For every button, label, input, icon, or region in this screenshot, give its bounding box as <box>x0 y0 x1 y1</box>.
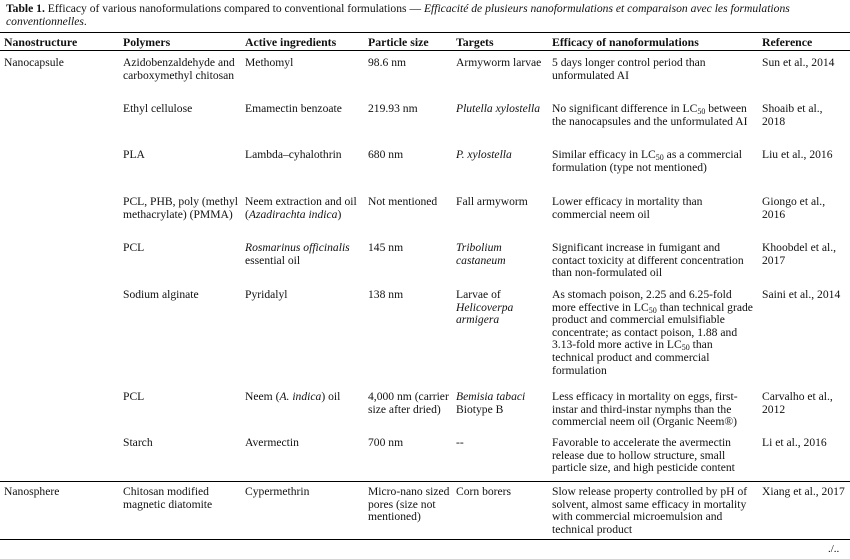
text-segment: Emamectin benzoate <box>245 102 342 115</box>
table-top-rule <box>0 32 850 33</box>
cell-active <box>245 437 363 450</box>
text-segment: Slow release property controlled by pH of solvent, almost same efficacy in mortality with commercial microemulsion and technical product <box>552 485 748 536</box>
cell-targets <box>456 103 544 116</box>
cell-efficacy <box>552 57 756 82</box>
cell-reference: Carvalho et al., 2012 <box>762 390 833 416</box>
cell-size: 138 nm <box>368 288 404 301</box>
column-header-reference: Reference <box>762 35 813 49</box>
text-segment: 50 <box>655 153 664 162</box>
text-segment: ) oil <box>321 390 341 403</box>
column-header-size: Particle size <box>368 35 429 49</box>
text-segment: than technical grade product and commercial emulsifiable concentrate; as contact poison, 1.88 and 3.13-fold more active in LC <box>552 300 753 352</box>
cell-size: 700 nm <box>368 436 404 449</box>
column-header-active: Active ingredients <box>245 35 337 49</box>
text-segment: Fall armyworm <box>456 195 528 208</box>
text-segment: -- <box>456 436 464 449</box>
cell-reference: Xiang et al., 2017 <box>762 485 845 498</box>
text-segment: Armyworm larvae <box>456 56 542 69</box>
cell-polymers: Ethyl cellulose <box>123 102 193 115</box>
text-segment: Biotype B <box>456 402 504 416</box>
table-bottom-rule <box>0 539 850 540</box>
cell-efficacy <box>552 103 756 128</box>
column-header-efficacy: Efficacy of nanoformulations <box>552 35 699 49</box>
cell-active <box>245 57 363 70</box>
text-segment: 50 <box>648 305 657 315</box>
cell-size: 145 nm <box>368 241 404 254</box>
table-title-end: . <box>83 15 87 28</box>
text-segment: ) <box>337 207 342 221</box>
cell-size: 219.93 nm <box>368 102 418 115</box>
text-segment: Neem extraction and oil ( <box>245 195 357 221</box>
text-segment: A. indica <box>279 390 322 403</box>
continued-marker: ./.. <box>828 543 840 555</box>
cell-active <box>245 391 363 404</box>
cell-reference: Li et al., 2016 <box>762 436 827 449</box>
text-segment: Azadirachta indica <box>248 207 338 221</box>
cell-targets <box>456 196 544 209</box>
cell-reference: Giongo et al., 2016 <box>762 195 826 221</box>
cell-polymers: Azidobenzaldehyde and carboxymethyl chitosan <box>123 56 235 82</box>
text-segment: Less efficacy in mortality on eggs, first-instar and third-instar nymphs than the commercial neem oil (Organic Neem®) <box>552 390 738 429</box>
cell-efficacy <box>552 242 756 280</box>
cell-active <box>245 196 363 221</box>
cell-size: 98.6 nm <box>368 56 407 69</box>
cell-size: 680 nm <box>368 148 404 161</box>
text-segment: Lambda–cyhalothrin <box>245 148 342 161</box>
text-segment: As stomach poison, 2.25 and 6.25-fold more effective in LC <box>552 288 732 314</box>
column-header-nanostructure: Nanostructure <box>4 35 78 49</box>
cell-polymers: PCL, PHB, poly (methyl methacrylate) (PMMA) <box>123 195 238 221</box>
cell-targets <box>456 289 544 327</box>
cell-targets <box>456 437 544 450</box>
text-segment: Lower efficacy in mortality than commercial neem oil <box>552 195 703 221</box>
text-segment: Methomyl <box>245 56 294 69</box>
text-segment: Significant increase in fumigant and contact toxicity at different concentration than non-formulated oil <box>552 241 744 280</box>
cell-efficacy <box>552 149 756 174</box>
text-segment: Neem ( <box>245 390 280 403</box>
cell-efficacy <box>552 289 756 377</box>
cell-polymers: PCL <box>123 241 145 254</box>
cell-reference: Shoaib et al., 2018 <box>762 102 823 128</box>
text-segment: Corn borers <box>456 485 512 498</box>
text-segment: Favorable to accelerate the avermectin release due to hollow structure, small particle size, and high pesticide content <box>552 436 735 475</box>
cell-reference: Saini et al., 2014 <box>762 288 841 301</box>
cell-efficacy <box>552 196 756 221</box>
text-segment: 50 <box>681 343 690 353</box>
cell-efficacy <box>552 391 756 429</box>
text-segment: Pyridalyl <box>245 288 288 301</box>
text-segment: Plutella xylostella <box>456 102 541 115</box>
cell-size: 4,000 nm (carrier size after dried) <box>368 390 449 416</box>
cell-polymers: PCL <box>123 390 145 403</box>
cell-targets <box>456 57 544 70</box>
cell-targets <box>456 149 544 162</box>
text-segment: 50 <box>697 107 706 116</box>
column-header-targets: Targets <box>456 35 494 49</box>
column-header-polymers: Polymers <box>123 35 171 49</box>
text-segment: between the nanocapsules and the unformulated AI <box>552 102 748 128</box>
cell-polymers: Sodium alginate <box>123 288 199 301</box>
cell-active <box>245 289 363 302</box>
table-caption <box>6 2 844 28</box>
text-segment: Similar efficacy in LC <box>552 148 656 161</box>
text-segment: Helicoverpa armigera <box>456 300 514 327</box>
table-label: Table 1. <box>6 2 45 15</box>
cell-polymers: PLA <box>123 148 145 161</box>
cell-polymers: Starch <box>123 436 153 449</box>
text-segment: as a commercial formulation (type not mentioned) <box>552 148 742 174</box>
cell-nanostructure: Nanosphere <box>4 485 60 498</box>
text-segment: Bemisia tabaci <box>456 390 526 403</box>
text-segment: Tribolium castaneum <box>456 241 506 267</box>
cell-reference: Sun et al., 2014 <box>762 56 835 69</box>
text-segment: Rosmarinus officinalis <box>245 241 350 254</box>
cell-polymers: Chitosan modified magnetic diatomite <box>123 485 213 511</box>
cell-active <box>245 486 363 499</box>
cell-reference: Khoobdel et al., 2017 <box>762 241 837 267</box>
cell-size: Not mentioned <box>368 195 438 208</box>
cell-size: Micro-nano sized pores (size not mentioned) <box>368 485 450 524</box>
cell-active <box>245 103 363 116</box>
text-segment: Avermectin <box>245 436 299 449</box>
text-segment: than technical product and commercial formulation <box>552 338 713 377</box>
cell-targets <box>456 486 544 499</box>
cell-targets <box>456 391 544 416</box>
group-separator-rule <box>0 481 850 482</box>
text-segment: Cypermethrin <box>245 485 310 498</box>
header-bottom-rule <box>0 50 850 51</box>
cell-reference: Liu et al., 2016 <box>762 148 833 161</box>
cell-efficacy <box>552 437 756 475</box>
cell-active <box>245 149 363 162</box>
table-title-en: Efficacy of various nanoformulations compared to conventional formulations — <box>44 2 424 15</box>
cell-targets <box>456 242 544 267</box>
text-segment: No significant difference in LC <box>552 102 698 115</box>
table-title-fr: Efficacité de plusieurs nanoformulations et comparaison avec les formulations conventionnelles <box>6 2 790 28</box>
cell-nanostructure: Nanocapsule <box>4 56 64 69</box>
text-segment: essential oil <box>245 253 301 267</box>
text-segment: P. xylostella <box>456 148 512 161</box>
cell-efficacy <box>552 486 756 536</box>
text-segment: Larvae of <box>456 288 501 301</box>
text-segment: 5 days longer control period than unformulated AI <box>552 56 706 82</box>
cell-active <box>245 242 363 267</box>
